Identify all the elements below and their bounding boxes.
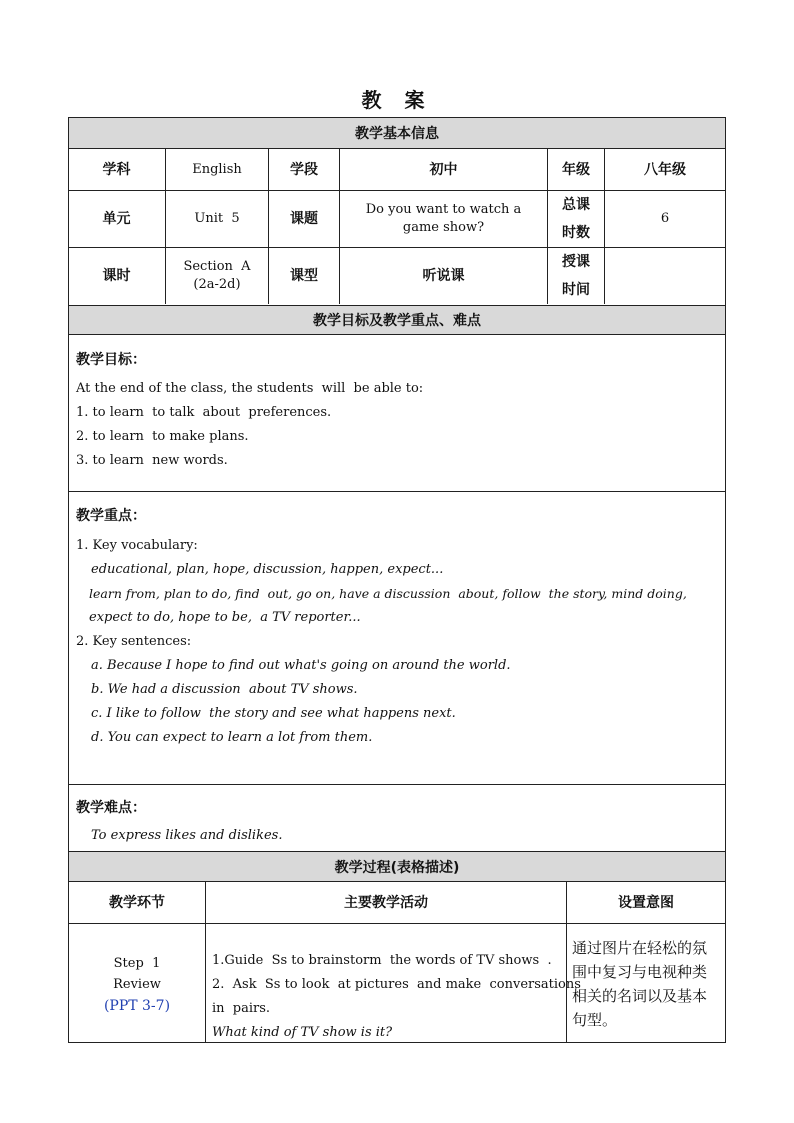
objectives-block xyxy=(69,334,725,491)
objectives-line: 1. to learn to talk about preferences. xyxy=(76,405,332,420)
key-vocab-line: learn from, plan to do, find out, go on, have a discussion about, follow the story, mind doing, xyxy=(89,586,687,601)
activity-line: 1.Guide Ss to brainstorm the words of TV shows . xyxy=(212,953,552,968)
teaching-time-label-line1: 授课 xyxy=(562,254,590,270)
period-value xyxy=(165,247,268,304)
key-vocab-line: educational, plan, hope, discussion, happen, expect... xyxy=(91,562,444,577)
key-sentences-title: 2. Key sentences: xyxy=(76,634,192,649)
key-points-heading: 教学重点： xyxy=(76,508,146,524)
key-sentence: d. You can expect to learn a lot from them. xyxy=(91,730,373,745)
total-hours-value: 6 xyxy=(604,190,725,247)
key-sentence: c. I like to follow the story and see what happens next. xyxy=(91,706,456,721)
lesson-type-value: 听说课 xyxy=(339,247,547,304)
grade-value: 八年级 xyxy=(604,148,725,190)
intent-line: 句型。 xyxy=(572,1011,618,1029)
process-col-stage: 教学环节 xyxy=(69,881,205,923)
difficulty-block xyxy=(69,784,725,851)
period-value-line1: Section A xyxy=(183,259,251,274)
objectives-line: At the end of the class, the students will be able to: xyxy=(76,381,424,396)
objectives-line: 3. to learn new words. xyxy=(76,453,228,468)
process-activity-cell xyxy=(205,923,581,1042)
topic-label: 课题 xyxy=(268,190,339,247)
activity-line: in pairs. xyxy=(212,1001,271,1016)
step-name: Step 1 xyxy=(113,956,161,971)
teaching-time-value xyxy=(604,247,725,304)
section-process-header: 教学过程(表格描述) xyxy=(69,851,725,881)
unit-value: Unit 5 xyxy=(165,190,268,247)
teaching-time-label xyxy=(547,247,604,304)
grade-label: 年级 xyxy=(547,148,604,190)
step-sub: Review xyxy=(113,977,161,992)
subject-value: English xyxy=(165,148,268,190)
difficulty-text: To express likes and dislikes. xyxy=(91,828,283,843)
step-ppt: (PPT 3-7) xyxy=(103,998,171,1014)
intent-line: 通过图片在轻松的氛 xyxy=(572,939,708,957)
difficulty-heading: 教学难点： xyxy=(76,800,146,816)
process-col-activity: 主要教学活动 xyxy=(205,881,566,923)
total-hours-label xyxy=(547,190,604,247)
activity-question: What kind of TV show is it? xyxy=(212,1025,393,1040)
process-step-cell xyxy=(69,923,205,1042)
key-vocab-title: 1. Key vocabulary: xyxy=(76,538,198,553)
stage-value: 初中 xyxy=(339,148,547,190)
section-objectives-header: 教学目标及教学重点、难点 xyxy=(69,305,725,334)
key-sentence: a. Because I hope to find out what's going on around the world. xyxy=(91,658,511,673)
total-hours-label-line1: 总课 xyxy=(562,197,590,213)
activity-line: 2. Ask Ss to look at pictures and make conversations xyxy=(212,977,581,992)
section-basic-info-header: 教学基本信息 xyxy=(69,118,725,148)
key-points-block xyxy=(69,491,725,784)
process-col-intent: 设置意图 xyxy=(566,881,725,923)
intent-line: 相关的名词以及基本 xyxy=(572,987,708,1005)
subject-label: 学科 xyxy=(68,148,165,190)
unit-label: 单元 xyxy=(68,190,165,247)
total-hours-label-line2: 时数 xyxy=(562,225,590,241)
process-intent-cell xyxy=(566,923,725,1042)
key-sentence: b. We had a discussion about TV shows. xyxy=(91,682,358,697)
topic-value: Do you want to watch a game show? xyxy=(339,190,547,247)
objectives-line: 2. to learn to make plans. xyxy=(76,429,249,444)
lesson-type-label: 课型 xyxy=(268,247,339,304)
teaching-time-label-line2: 时间 xyxy=(562,282,590,298)
key-vocab-line: expect to do, hope to be, a TV reporter... xyxy=(89,610,361,625)
document-title: 教 案 xyxy=(361,88,433,112)
period-value-line2: (2a-2d) xyxy=(193,277,241,292)
stage-label: 学段 xyxy=(268,148,339,190)
period-label: 课时 xyxy=(68,247,165,304)
intent-line: 围中复习与电视种类 xyxy=(572,963,708,981)
objectives-heading: 教学目标： xyxy=(76,352,146,368)
